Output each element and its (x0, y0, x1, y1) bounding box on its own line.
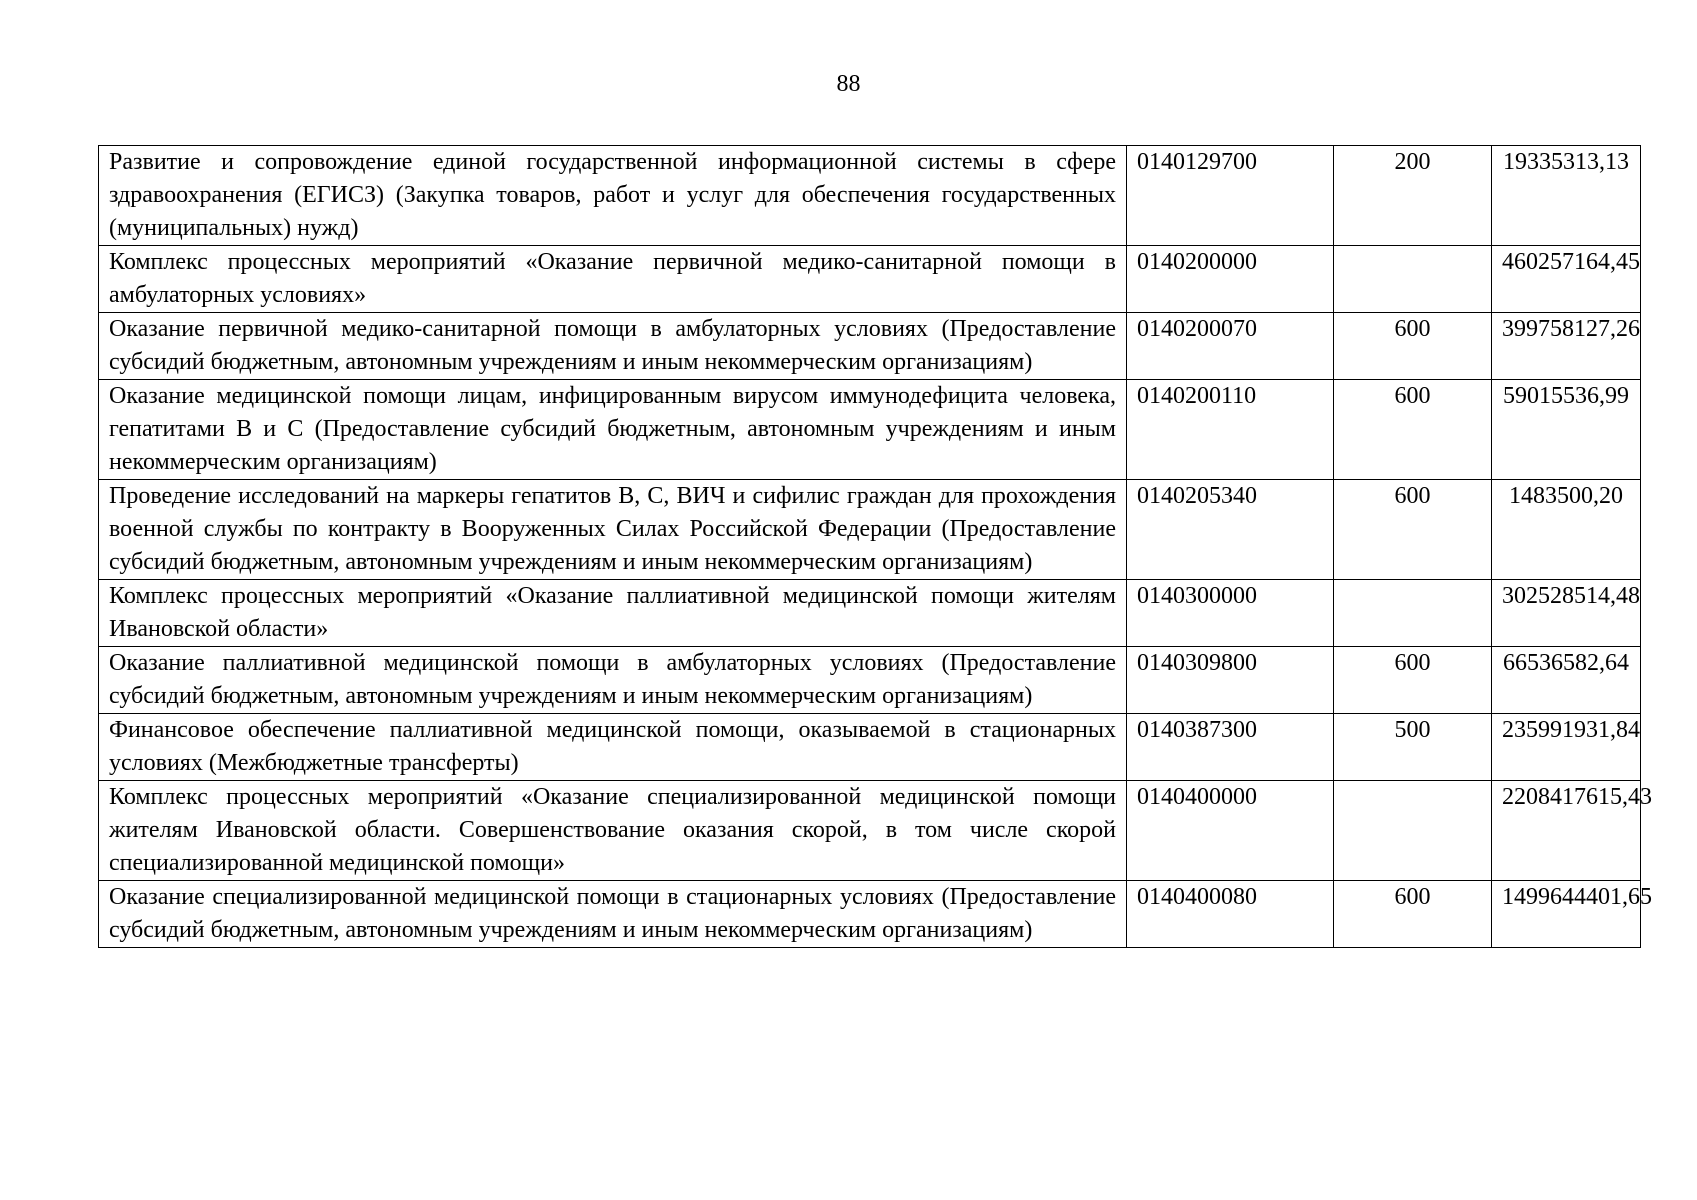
row-amount: 1483500,20 (1492, 480, 1641, 580)
table-row (99, 246, 1641, 313)
row-expense-type: 600 (1334, 313, 1492, 380)
row-description: Финансовое обеспечение паллиативной медицинской помощи, оказываемой в стационарных условиях (Межбюджетные трансферты) (99, 714, 1127, 781)
row-expense-type: 600 (1334, 647, 1492, 714)
row-target-code: 0140387300 (1127, 714, 1334, 781)
row-expense-type: 200 (1334, 146, 1492, 246)
table-row (99, 580, 1641, 647)
row-amount: 59015536,99 (1492, 380, 1641, 480)
row-amount: 2208417615,43 (1492, 781, 1641, 881)
row-description: Оказание медицинской помощи лицам, инфицированным вирусом иммунодефицита человека, гепатитами B и C (Предоставление субсидий бюджетным, автономным учреждениям и иным некоммерческим организациям) (99, 380, 1127, 480)
row-description: Оказание паллиативной медицинской помощи в амбулаторных условиях (Предоставление субсидий бюджетным, автономным учреждениям и иным некоммерческим организациям) (99, 647, 1127, 714)
table-row (99, 146, 1641, 246)
row-description: Оказание специализированной медицинской помощи в стационарных условиях (Предоставление субсидий бюджетным, автономным учреждениям и иным некоммерческим организациям) (99, 881, 1127, 948)
row-expense-type: 600 (1334, 380, 1492, 480)
table-row (99, 781, 1641, 881)
row-target-code: 0140309800 (1127, 647, 1334, 714)
row-expense-type: 500 (1334, 714, 1492, 781)
row-target-code: 0140200110 (1127, 380, 1334, 480)
row-target-code: 0140205340 (1127, 480, 1334, 580)
budget-table-body (99, 146, 1652, 948)
row-description: Комплекс процессных мероприятий «Оказание паллиативной медицинской помощи жителям Ивановской области» (99, 580, 1127, 647)
row-amount: 302528514,48 (1492, 580, 1641, 647)
row-description: Комплекс процессных мероприятий «Оказание специализированной медицинской помощи жителям Ивановской области. Совершенствование оказания скорой, в том числе скорой специализированной медицинской помощи» (99, 781, 1127, 881)
row-target-code: 0140129700 (1127, 146, 1334, 246)
row-expense-type (1334, 246, 1492, 313)
table-row (99, 647, 1641, 714)
row-description: Развитие и сопровождение единой государственной информационной системы в сфере здравоохранения (ЕГИСЗ) (Закупка товаров, работ и услуг для обеспечения государственных (муниципальных) нужд) (99, 146, 1127, 246)
page-number: 88 (836, 71, 861, 97)
row-amount: 460257164,45 (1492, 246, 1641, 313)
row-description: Проведение исследований на маркеры гепатитов B, C, ВИЧ и сифилис граждан для прохождения военной службы по контракту в Вооруженных Силах Российской Федерации (Предоставление субсидий бюджетным, автономным учреждениям и иным некоммерческим организациям) (99, 480, 1127, 580)
row-description: Оказание первичной медико-санитарной помощи в амбулаторных условиях (Предоставление субсидий бюджетным, автономным учреждениям и иным некоммерческим организациям) (99, 313, 1127, 380)
row-amount: 1499644401,65 (1492, 881, 1641, 948)
row-target-code: 0140300000 (1127, 580, 1334, 647)
table-row (99, 714, 1641, 781)
row-expense-type (1334, 781, 1492, 881)
row-amount: 399758127,26 (1492, 313, 1641, 380)
row-amount: 19335313,13 (1492, 146, 1641, 246)
table-row (99, 380, 1641, 480)
row-target-code: 0140200070 (1127, 313, 1334, 380)
row-amount: 235991931,84 (1492, 714, 1641, 781)
row-description: Комплекс процессных мероприятий «Оказание первичной медико-санитарной помощи в амбулаторных условиях» (99, 246, 1127, 313)
row-expense-type: 600 (1334, 480, 1492, 580)
row-expense-type (1334, 580, 1492, 647)
row-target-code: 0140200000 (1127, 246, 1334, 313)
row-target-code: 0140400080 (1127, 881, 1334, 948)
row-amount: 66536582,64 (1492, 647, 1641, 714)
table-row (99, 313, 1641, 380)
row-target-code: 0140400000 (1127, 781, 1334, 881)
budget-table (98, 145, 1652, 948)
row-expense-type: 600 (1334, 881, 1492, 948)
table-row (99, 480, 1641, 580)
table-row (99, 881, 1641, 948)
